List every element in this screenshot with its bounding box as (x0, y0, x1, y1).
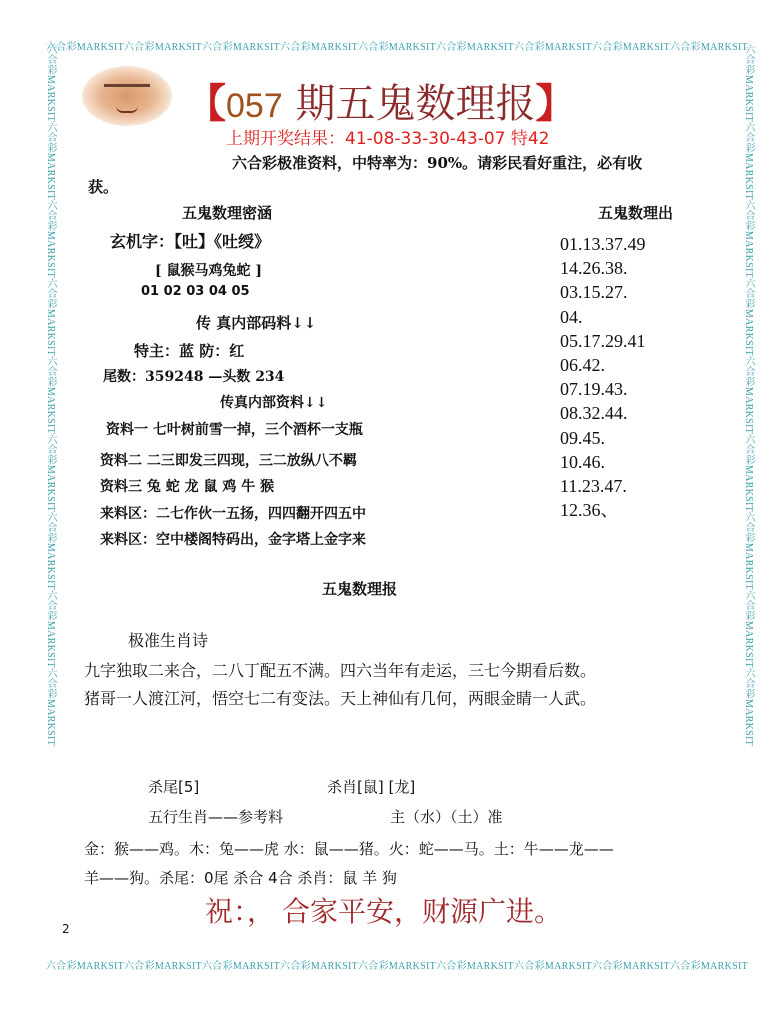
fax-heading-2: 传真内部资料↓↓ (220, 395, 328, 411)
item-row (100, 476, 274, 496)
page-title (186, 72, 575, 129)
number-column (560, 232, 646, 522)
issue-number: 057 (226, 87, 283, 125)
number-list: 01 02 03 04 05 (141, 284, 250, 299)
poem-title: 极准生肖诗 (128, 631, 209, 650)
wuxing-detail-2: 羊——狗。杀尾：0尾 杀合 4合 杀肖：鼠 羊 狗 (84, 869, 397, 887)
border-bottom: 六合彩MARKSIT六合彩MARKSIT六合彩MARKSIT六合彩MARKSIT六合彩MARKSIT六合彩MARKSIT六合彩MARKSIT六合彩MARKSIT六合彩MARKSIT (46, 961, 749, 971)
tezhu-text: 特主：蓝 防：红 (134, 342, 245, 360)
bracket-right: 】 (535, 80, 576, 127)
bracket-left: 【 (186, 80, 226, 127)
number-row: 01.13.37.49 (560, 234, 646, 254)
item-text: 二七作伙一五扬，四四翻开四五中 (156, 506, 366, 522)
left-heading: 五鬼数理密涵 (182, 204, 273, 222)
wish-text: 祝：， 合家平安，财源广进。 (205, 897, 563, 928)
number-row: 12.36、 (560, 500, 619, 521)
item-text: 空中楼阁特码出，金字塔上金字来 (156, 532, 366, 548)
number-row: 08.32.44. (560, 403, 628, 424)
border-right: 六合彩MARKSIT六合彩MARKSIT六合彩MARKSIT六合彩MARKSIT六合彩MARKSIT六合彩MARKSIT六合彩MARKSIT六合彩MARKSIT六合彩MARKSIT (743, 44, 754, 747)
item-row (100, 450, 357, 470)
poem-line-2: 猪哥一人渡江河，悟空七二有变法。天上神仙有几何，两眼金睛一人武。 (84, 689, 597, 708)
right-heading: 五鬼数理出 (598, 204, 674, 222)
item-label: 资料三 (100, 479, 142, 495)
last-result: 上期开奖结果：41-08-33-30-43-07 特42 (226, 129, 550, 149)
item-row (106, 419, 363, 439)
border-top: 六合彩MARKSIT六合彩MARKSIT六合彩MARKSIT六合彩MARKSIT六合彩MARKSIT六合彩MARKSIT六合彩MARKSIT六合彩MARKSIT六合彩MARKSIT (46, 42, 749, 52)
item-text: 七叶树前雪一掉，三个酒杯一支瓶 (152, 422, 363, 438)
kill-zodiac: 杀肖[鼠] [龙] (327, 778, 416, 796)
xuanji-text: 玄机字：【吐】《吐绶》 (110, 232, 271, 251)
item-text: 兔 蛇 龙 鼠 鸡 牛 猴 (146, 479, 275, 495)
item-row (100, 529, 366, 549)
number-row: 11.23.47. (560, 476, 627, 497)
avatar-portrait (82, 66, 172, 126)
page-number: 2 (62, 922, 70, 936)
number-row: 14.26.38. (560, 258, 628, 279)
number-row: 10.46. (560, 451, 605, 472)
item-label: 资料一 (106, 422, 148, 438)
poem-line-1: 九字独取二来合，二八丁配五不满。四六当年有走运，三七今期看后数。 (84, 661, 597, 680)
wuxing-label: 五行生肖——参考料 (148, 808, 284, 826)
zodiac-list: [ 鼠猴马鸡兔蛇 ] (155, 263, 262, 279)
intro-line-1: 六合彩极准资料，中特率为：90%。请彩民看好重注，必有收 (232, 154, 643, 172)
item-label: 来料区： (100, 532, 156, 548)
item-text: 二三即发三四现，三二放纵八不羁 (146, 453, 357, 469)
number-row: 03.15.27. (560, 282, 628, 303)
kill-tail: 杀尾[5] (148, 778, 200, 796)
main-element: 主（水）（土）准 (390, 808, 503, 826)
item-label: 来料区： (100, 506, 156, 522)
number-row: 05.17.29.41 (560, 330, 646, 351)
title-text: 期五鬼数理报 (295, 81, 536, 127)
wuxing-detail-1: 金：猴——鸡。木：兔——虎 水：鼠——猪。火：蛇——马。土：牛——龙—— (84, 840, 614, 858)
fax-heading-1: 传 真内部码料↓↓ (196, 314, 317, 332)
item-label: 资料二 (100, 453, 142, 469)
number-row: 06.42. (560, 355, 605, 376)
section-heading: 五鬼数理报 (322, 580, 398, 598)
intro-line-2: 获。 (88, 178, 119, 196)
number-row: 07.19.43. (560, 379, 628, 400)
item-row (100, 503, 366, 523)
border-left: 六合彩MARKSIT六合彩MARKSIT六合彩MARKSIT六合彩MARKSIT六合彩MARKSIT六合彩MARKSIT六合彩MARKSIT六合彩MARKSIT六合彩MARKSIT (45, 44, 56, 747)
number-row: 04. (560, 306, 583, 327)
weishu-text: 尾数：359248 —头数 234 (103, 369, 285, 385)
number-row: 09.45. (560, 427, 605, 448)
